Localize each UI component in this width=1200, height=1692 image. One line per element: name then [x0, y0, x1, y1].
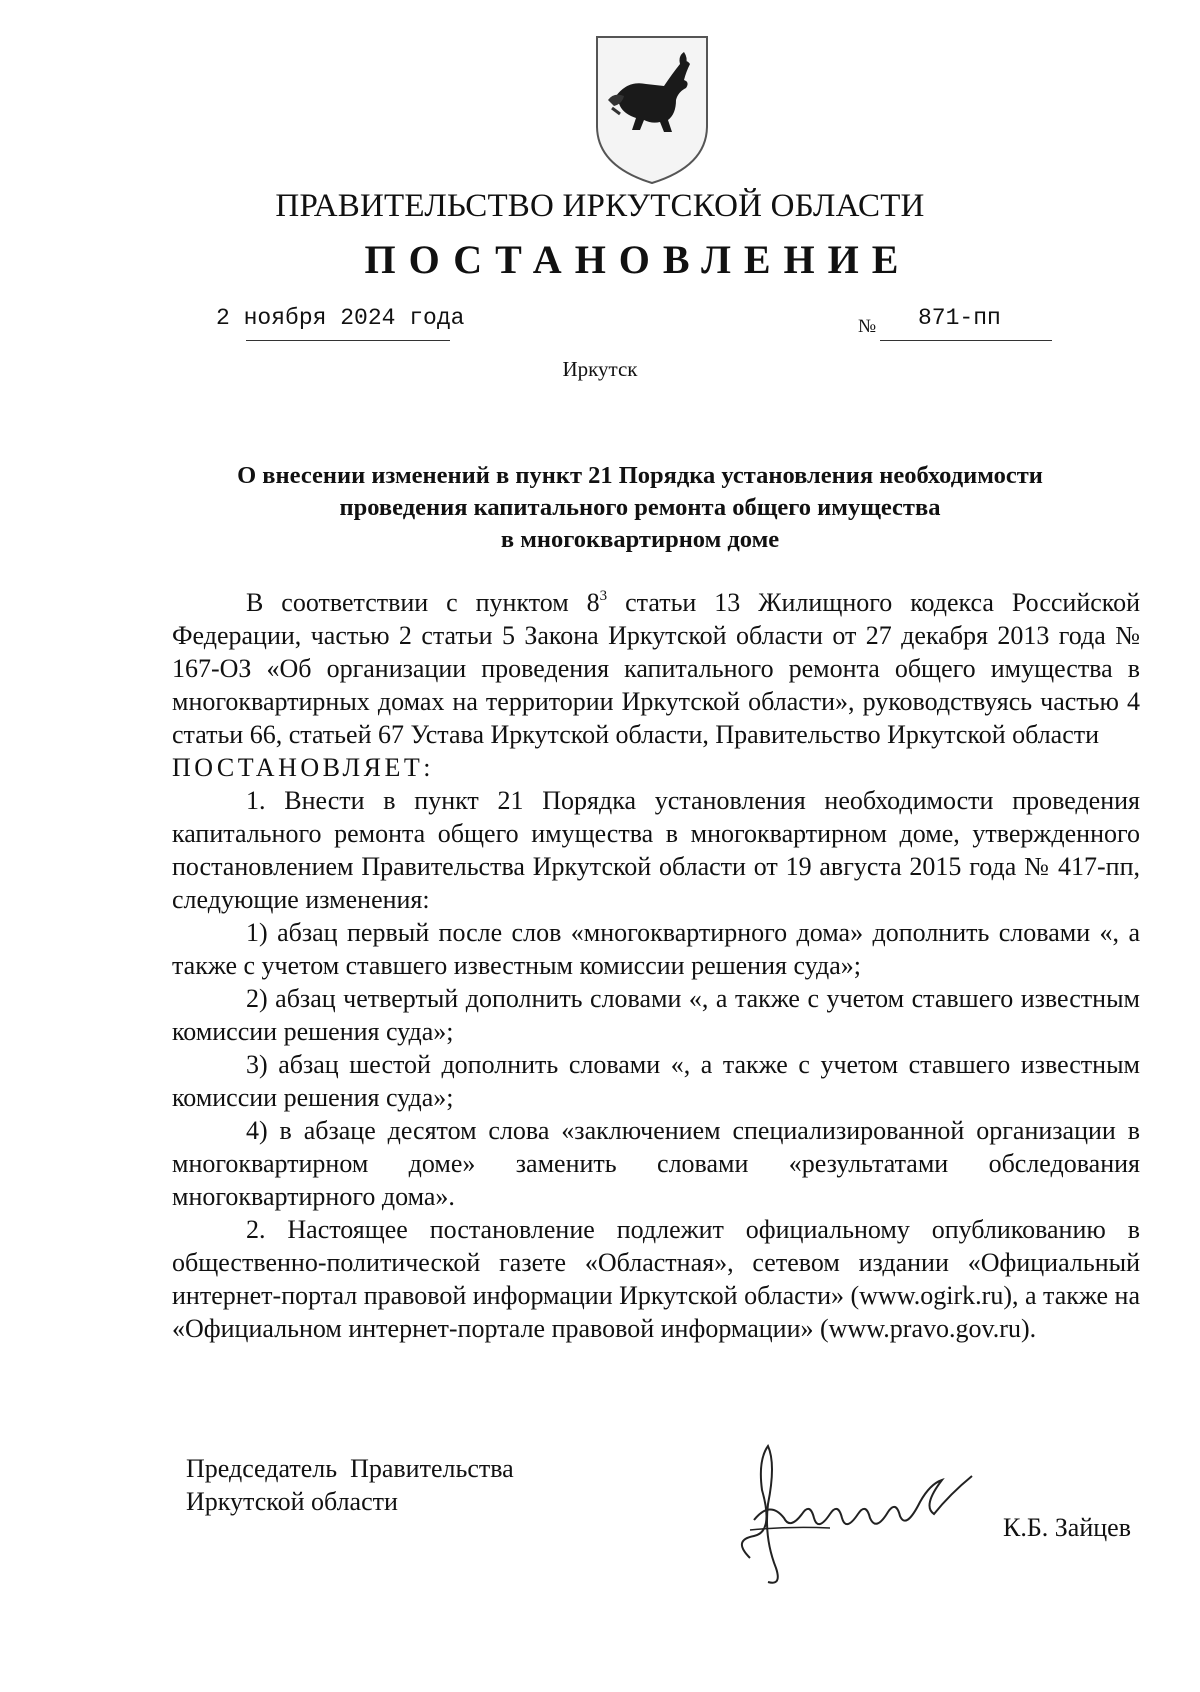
decree-word: ПОСТАНОВЛЯЕТ:: [172, 753, 434, 782]
signer-title-line-2: Иркутской области: [186, 1487, 398, 1516]
preamble-text-b: статьи 13 Жилищного кодекса Российской Федерации, частью 2 статьи 5 Закона Иркутской области от 27 декабря 2013 года № 167-ОЗ «Об организации проведения капитального ремонта общего имущества в многоквартирных домах на территории Иркутской области», руководствуясь частью 4 статьи 66, статьей 67 Устава Иркутской области, Правительство Иркутской области: [172, 588, 1141, 749]
document-body: [172, 586, 1140, 1345]
preamble-paragraph: [172, 586, 1140, 751]
heading-line-3: в многоквартирном доме: [500, 526, 780, 553]
number-sign: №: [858, 316, 877, 337]
heading-line-2: проведения капитального ремонта общего имущества: [339, 494, 941, 521]
item-1-subitem-2: 2) абзац четвертый дополнить словами «, а также с учетом ставшего известным комиссии решения суда»;: [172, 984, 1140, 1046]
government-name: ПРАВИТЕЛЬСТВО ИРКУТСКОЙ ОБЛАСТИ: [275, 188, 925, 224]
signer-name: К.Б. Зайцев: [1003, 1513, 1131, 1542]
item-1-subitem-4: 4) в абзаце десятом слова «заключением специализированной организации в многоквартирном доме» заменить словами «результатами обследования многоквартирного дома».: [172, 1116, 1140, 1211]
preamble-text-a: В соответствии с пунктом 8: [246, 588, 600, 617]
signer-title-line-1: Председатель Правительства: [186, 1454, 514, 1483]
document-type-title: ПОСТАНОВЛЕНИЕ: [364, 237, 912, 282]
preamble-superscript: 3: [599, 588, 608, 604]
handwritten-signature: [710, 1440, 990, 1590]
coat-of-arms-icon: [594, 34, 710, 186]
document-number: 871-пп: [918, 305, 1001, 331]
item-1-subitem-3: 3) абзац шестой дополнить словами «, а также с учетом ставшего известным комиссии решения суда»;: [172, 1050, 1140, 1112]
item-1-subitem-1: 1) абзац первый после слов «многоквартирного дома» дополнить словами «, а также с учетом ставшего известным комиссии решения суда»;: [172, 918, 1140, 980]
item-1: 1. Внести в пункт 21 Порядка установления необходимости проведения капитального ремонта общего имущества в многоквартирном доме, утвержденного постановлением Правительства Иркутской области от 19 августа 2015 года № 417-пп, следующие изменения:: [172, 786, 1140, 914]
document-heading: [160, 460, 1120, 556]
city: Иркутск: [562, 357, 638, 381]
item-2: 2. Настоящее постановление подлежит официальному опубликованию в общественно-политической газете «Областная», сетевом издании «Официальный интернет-портал правовой информации Иркутской области» (www.ogirk.ru), а также на «Официальном интернет-портале правовой информации» (www.pravo.gov.ru).: [172, 1215, 1141, 1343]
number-underline: [880, 340, 1052, 341]
document-date: 2 ноября 2024 года: [216, 305, 465, 331]
signer-title: [186, 1452, 514, 1518]
heading-line-1: О внесении изменений в пункт 21 Порядка установления необходимости: [237, 462, 1043, 489]
date-underline: [246, 340, 450, 341]
